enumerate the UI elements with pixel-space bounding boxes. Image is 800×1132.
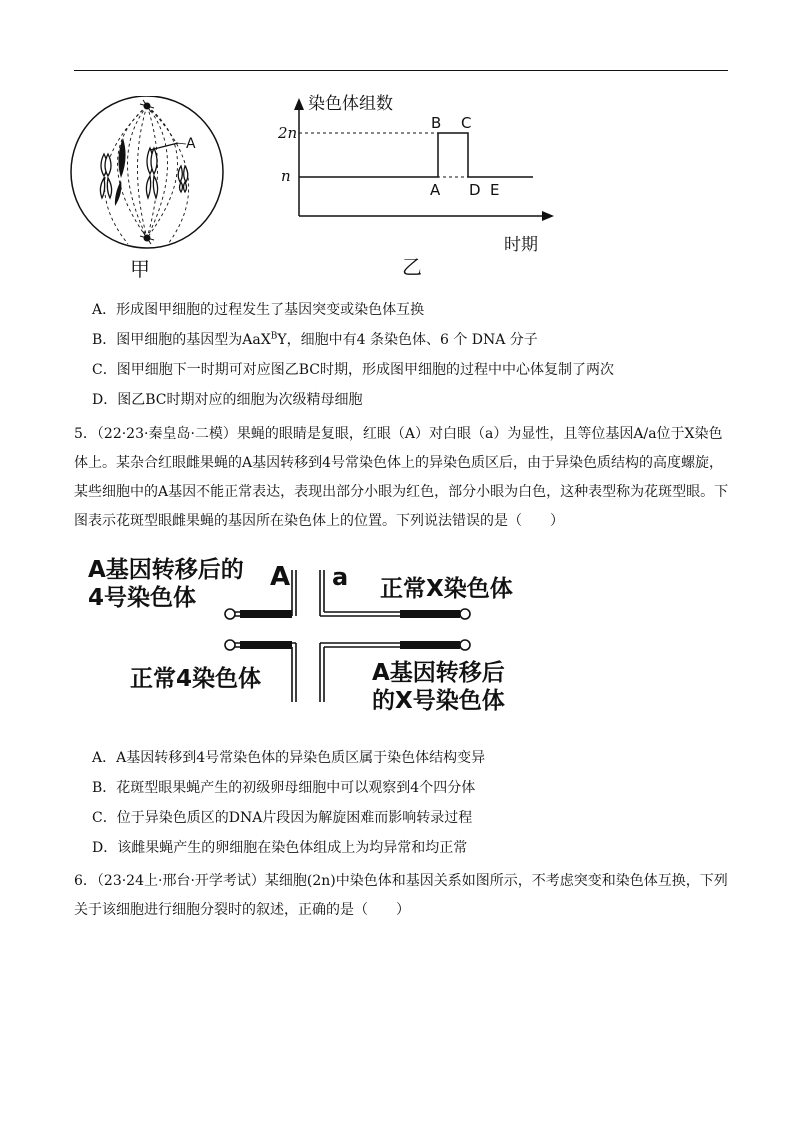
label-normal-chr4: 正常4染色体 [130,666,262,692]
q4-option-a: A．形成图甲细胞的过程发生了基因突变或染色体互换 [92,302,425,318]
figure-jia-label: 甲 [130,257,150,281]
x-axis-arrow [542,211,554,221]
q5-option-d: D．该雌果蝇产生的卵细胞在染色体组成上为均异常和均正常 [92,840,468,856]
gene-label-a-upper: A [186,136,196,152]
q5-option-c: C．位于异染色质区的DNA片段因为解旋困难而影响转录过程 [92,810,473,826]
q6-source: （23·24上·邢台·开学考试） [96,873,265,889]
q4-option-d: D．图乙BC时期对应的细胞为次级精母细胞 [92,392,363,408]
step-line [299,133,533,177]
gene-label-A: A [270,562,291,592]
figure-yi-label: 乙 [402,255,422,279]
q5-stem [74,420,734,536]
q5-option-a: A．A基因转移到4号常染色体的异染色质区属于染色体结构变异 [92,750,486,766]
q5-source: （22·23·秦皇岛·二模） [96,426,237,442]
y-tick-2n: 2n [278,124,298,142]
q6-number: 6． [74,873,97,889]
point-b: B [431,114,442,132]
label-transferred-x-line1: A基因转移后 [372,660,505,686]
y-axis-label: 染色体组数 [308,94,393,114]
q5-stem-text: 果蝇的眼睛是复眼，红眼（A）对白眼（a）为显性，且等位基因A/a位于X染色体上。某杂合红眼雌果蝇的A基因转移到4号常染色体上的异染色质区后，由于异染色质结构的高度螺旋，某些细胞中的A基因不能正常表达，表现出部分小眼为红色，部分小眼为白色，这种表型称为花斑型眼。下图表示花斑型眼雌果蝇的基因所在染色体上的位置。下列说法错误的是（ ） [74,426,729,529]
cell-diagram-jia [68,96,228,286]
chromosome-translocation-diagram [80,552,550,722]
label-transferred-chr4-line1: A基因转移后的 [88,557,244,583]
q6-stem-text: 某细胞(2n)中染色体和基因关系如图所示，不考虑突变和染色体互换，下列关于该细胞进行细胞分裂时的叙述，正确的是（ ） [74,873,728,918]
chromosome-set-graph-yi [268,92,568,282]
y-axis-arrow [294,98,304,110]
point-d: D [469,181,481,199]
q4-option-c: C．图甲细胞下一时期可对应图乙BC时期，形成图甲细胞的过程中中心体复制了两次 [92,362,614,378]
q5-option-b: B．花斑型眼果蝇产生的初级卵母细胞中可以观察到4个四分体 [92,780,476,796]
q5-number: 5． [74,426,97,442]
x-axis-label: 时期 [504,235,538,255]
q4-option-b: B．图甲细胞的基因型为AaX$^B$Y，细胞中有4 条染色体、6 个 DNA 分子 [92,331,538,348]
header-rule [74,70,728,71]
q6-stem [74,867,734,925]
label-normal-x: 正常X染色体 [380,576,513,602]
y-tick-n: n [281,167,291,185]
label-transferred-x-line2: 的X号染色体 [372,688,505,714]
point-a: A [430,181,441,199]
gene-label-a: a [332,563,349,591]
point-c: C [461,114,472,132]
label-transferred-chr4-line2: 4号染色体 [88,585,197,611]
point-e: E [490,181,500,199]
